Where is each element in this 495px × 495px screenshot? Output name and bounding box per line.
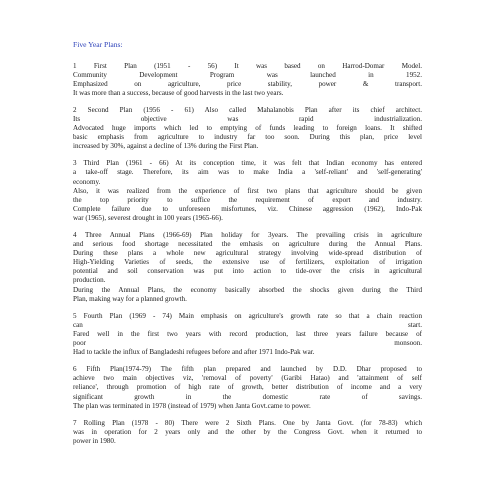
text-line: Its objective was rapid industrialization. — [73, 114, 422, 123]
text-line: During the Annual Plans, the economy basically absorbed the shocks given during the Third — [73, 285, 422, 294]
text-line: The plan was terminated in 1978 (instead of 1979) when Janta Govt.came to power. — [73, 401, 311, 410]
text-line: 4 Three Annual Plans (1966-69) Plan holiday for 3years. The prevailing crisis in agriculture — [73, 231, 422, 239]
text-line: economy. — [73, 177, 101, 186]
paragraph — [73, 231, 422, 304]
document-body — [73, 62, 422, 446]
text-line: was in operation for 2 years only and the other by the Congress Govt. when it returned to — [73, 427, 422, 436]
text-line: High-Yielding Varieties of seeds, the extensive use of fertilizers, exploitation of irrigation — [73, 258, 422, 267]
text-line: Advocated huge imports which led to emptying of funds leading to foreign loans. It shifted — [73, 124, 422, 133]
paragraph — [73, 159, 422, 223]
text-line: significant growth in the domestic rate of savings. — [73, 392, 422, 401]
text-line: Emphasized on agriculture, price stability, power & transport. — [73, 79, 422, 88]
text-line: 1 First Plan (1951 - 56) It was based on Harrod-Domar Model. — [73, 61, 422, 70]
text-line: 7 Rolling Plan (1978 - 80) There were 2 Sixth Plans. One by Janta Govt. (for 78-83) which — [73, 418, 422, 427]
paragraph — [73, 419, 422, 446]
text-line: the top priority to suffice the requirement of export and industry. — [73, 195, 422, 204]
text-line: increased by 30%, against a decline of 13% during the First Plan. — [73, 142, 259, 151]
text-line: Community Development Program was launched in 1952. — [73, 70, 422, 79]
text-line: achieve two main objectives viz, 'removal of poverty' (Garibi Hatao) and 'attainment of self — [73, 374, 422, 383]
text-line: It was more than a success, because of good harvests in the last two years. — [73, 88, 284, 97]
text-line: Also, it was realized from the experience of first two plans that agriculture should be given — [73, 186, 422, 195]
paragraph — [73, 312, 422, 357]
text-line: Complete failure due to unforeseen misfortunes, viz. Chinese aggression (1962), Indo-Pak — [73, 204, 422, 213]
text-line: potential and soil conservation was put into action to tide-over the crisis in agricultural — [73, 267, 422, 276]
text-line: 3 Third Plan (1961 - 66) At its conception time, it was felt that Indian economy has entered — [73, 159, 422, 168]
text-line: Plan, making way for a planned growth. — [73, 294, 187, 303]
paragraph — [73, 365, 422, 410]
text-line: production. — [73, 276, 106, 285]
text-line: Fared well in the first two years with record production, last three years failure because of — [73, 329, 422, 338]
text-line: and serious food shortage necessitated the emhasis on agriculture during the Annual Plans. — [73, 240, 422, 249]
text-line: can start. — [73, 320, 422, 329]
text-line: basic emphasis from agriculture to industry far too soon. During this plan, price level — [73, 133, 422, 142]
text-line: poor monsoon. — [73, 339, 422, 348]
text-line: Had to tackle the influx of Bangladeshi refugees before and after 1971 Indo-Pak war. — [73, 348, 315, 357]
text-line: 6 Fifth Plan(1974-79) The fifth plan prepared and launched by D.D. Dhar proposed to — [73, 365, 422, 374]
text-line: war (1965), severest drought in 100 years (1965-66). — [73, 213, 223, 222]
text-line: reliance', through promotion of high rate of growth, better distribution of income and a very — [73, 383, 422, 392]
text-line: 2 Second Plan (1956 - 61) Also called Mahalanobis Plan after its chief architect. — [73, 105, 422, 114]
text-line: a take-off stage. Therefore, its aim was to make India a 'self-reliant' and 'self-generating' — [73, 168, 422, 177]
text-line: During these plans a whole new agricultural strategy involving wide-spread distribution of — [73, 249, 422, 258]
paragraph — [73, 62, 422, 98]
text-line: power in 1980. — [73, 436, 116, 445]
text-line: 5 Fourth Plan (1969 - 74) Main emphasis on agriculture's growth rate so that a chain reaction — [73, 311, 422, 320]
paragraph — [73, 106, 422, 151]
document-title: Five Year Plans: — [73, 40, 123, 49]
